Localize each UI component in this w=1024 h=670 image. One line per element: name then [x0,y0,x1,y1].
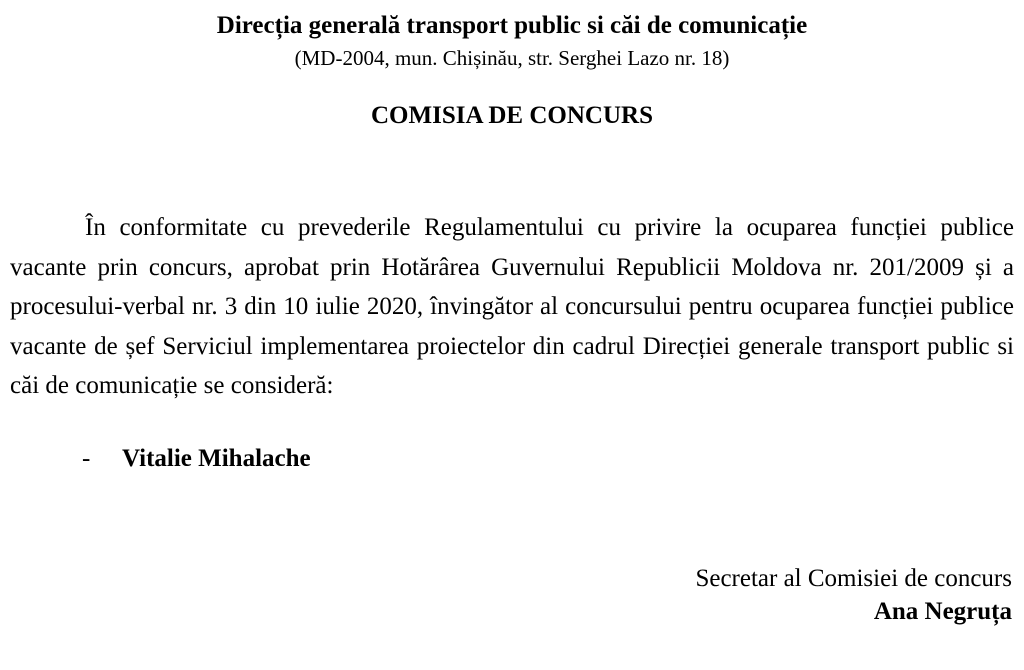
institution-address: (MD-2004, mun. Chișinău, str. Serghei Lazo nr. 18) [294,46,730,70]
winner-name: Vitalie Mihalache [122,445,311,472]
commission-heading: COMISIA DE CONCURS [371,102,653,129]
winner-list-item [82,443,311,475]
announcement-paragraph: În conformitate cu prevederile Regulamentului cu privire la ocuparea funcției publice vacante prin concurs, aprobat prin Hotărârea Guvernului Republicii Moldova nr. 201/2009 și a procesului-verbal nr. 3 din 10 iulie 2020, învingător al concursului pentru ocuparea funcției publice vacante de șef Serviciul implementarea proiectelor din cadrul Direcției generale transport public si căi de comunicație se consideră: [10,214,1014,399]
institution-title: Direcția generală transport public si căi de comunicație [216,12,808,39]
signatory-name: Ana Negruța [873,598,1012,625]
signatory-role: Secretar al Comisiei de concurs [695,565,1012,592]
list-bullet: - [82,445,91,472]
signature-block [695,562,1012,628]
